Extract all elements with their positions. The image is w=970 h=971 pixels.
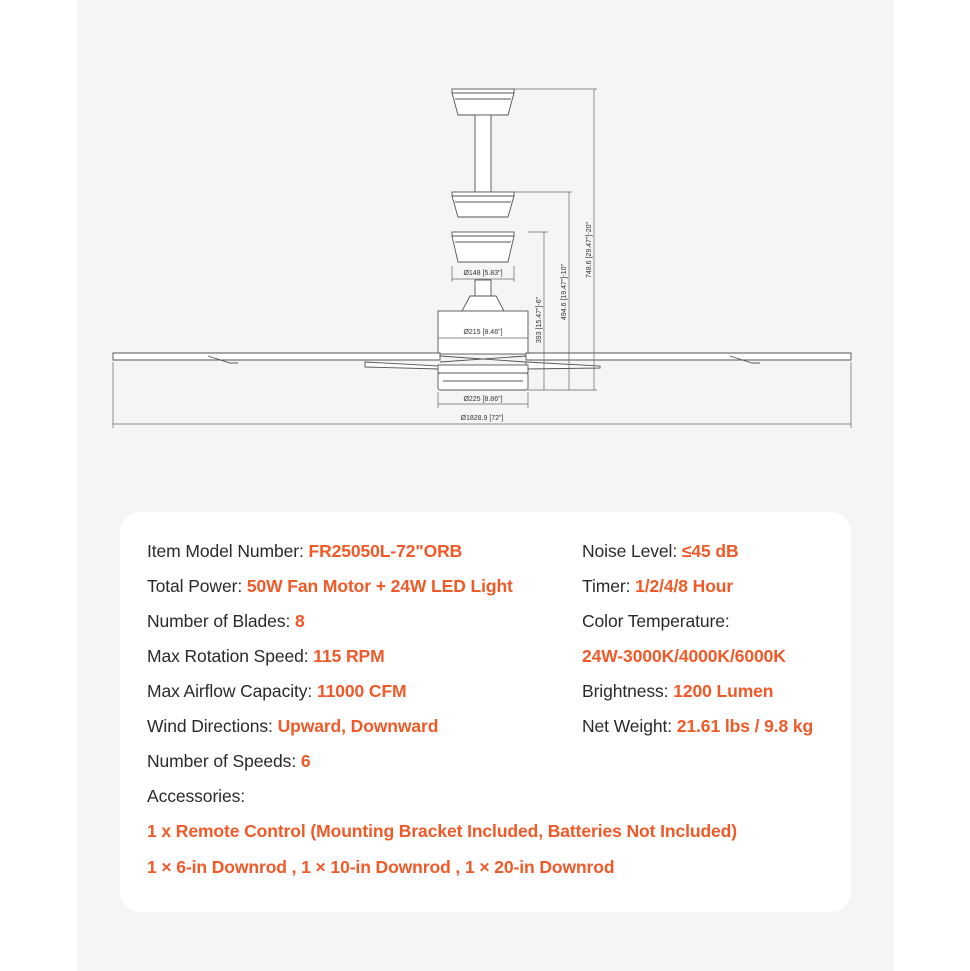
span-diameter-label: Ø1828.9 [72"]: [460, 415, 504, 422]
spec-color-temp-value: 24W-3000K/4000K/6000K: [582, 646, 786, 666]
spec-accessory-remote: 1 x Remote Control (Mounting Bracket Included, Batteries Not Included): [147, 821, 738, 841]
light-diameter-label: Ø225 [8.86"]: [463, 396, 503, 403]
spec-model: Item Model Number: FR25050L-72"ORB: [147, 541, 463, 561]
spec-brightness: Brightness: 1200 Lumen: [582, 681, 774, 701]
spec-accessories-label: Accessories:: [147, 786, 245, 806]
spec-airflow: Max Airflow Capacity: 11000 CFM: [147, 681, 407, 701]
canopy-diameter-label: Ø148 [5.83"]: [463, 270, 503, 277]
spec-timer: Timer: 1/2/4/8 Hour: [582, 576, 734, 596]
spec-card: [120, 512, 851, 912]
ceiling-canopy: [452, 89, 514, 115]
spec-wind: Wind Directions: Upward, Downward: [147, 716, 439, 736]
height-mid-label: 494.6 [19.47"]-10": [561, 264, 568, 320]
height-long-label: 748.6 [29.47"]-20": [586, 222, 593, 278]
spec-noise: Noise Level: ≤45 dB: [582, 541, 739, 561]
spec-weight: Net Weight: 21.61 lbs / 9.8 kg: [582, 716, 814, 736]
downrod-coupling: [452, 192, 514, 217]
spec-color-temp-label: Color Temperature:: [582, 611, 730, 631]
downrod: [475, 115, 491, 192]
height-short-label: 393 [15.47"]-6": [536, 296, 543, 344]
spec-speeds: Number of Speeds: 6: [147, 751, 311, 771]
spec-rotation: Max Rotation Speed: 115 RPM: [147, 646, 385, 666]
spec-power: Total Power: 50W Fan Motor + 24W LED Light: [147, 576, 513, 596]
fan-canopy: [452, 232, 514, 262]
motor-diameter-label: Ø215 [8.46"]: [463, 329, 503, 336]
spec-accessory-downrods: 1 × 6-in Downrod , 1 × 10-in Downrod , 1 × 20-in Downrod: [147, 857, 615, 877]
light-kit: [438, 365, 528, 390]
spec-blades: Number of Blades: 8: [147, 611, 305, 631]
